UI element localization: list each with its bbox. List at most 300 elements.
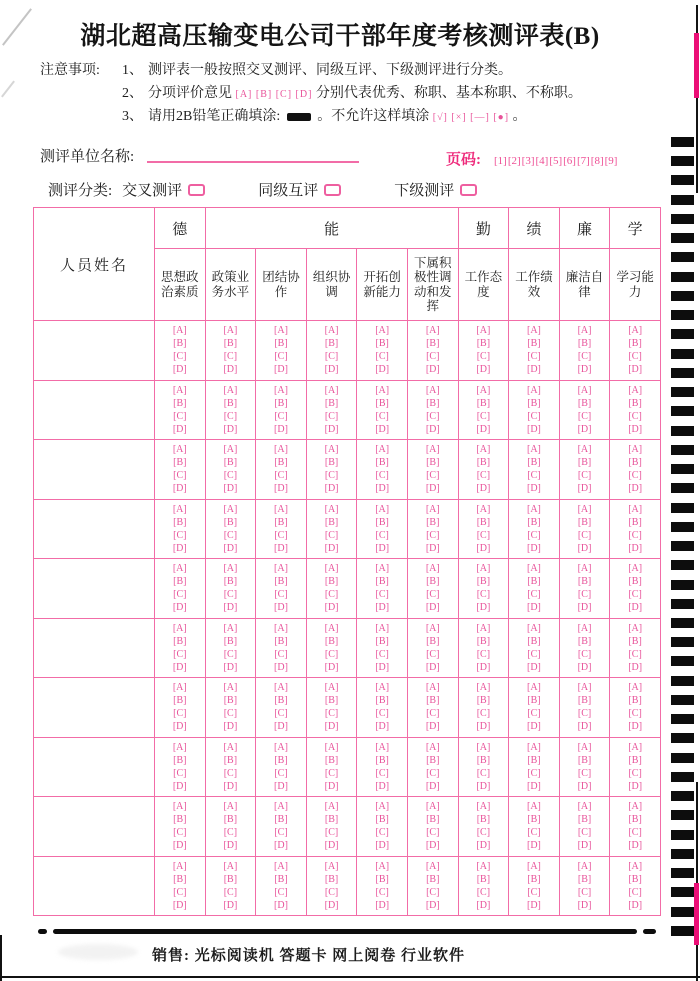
answer-bubble-A[interactable]: [A] [324, 860, 339, 872]
answer-bubble-A[interactable]: [A] [172, 563, 187, 575]
answer-bubble-D[interactable]: [D] [324, 840, 339, 852]
answer-bubble-D[interactable]: [D] [577, 661, 592, 673]
answer-bubble-B[interactable]: [B] [476, 814, 491, 826]
answer-bubble-C[interactable]: [C] [324, 470, 339, 482]
answer-bubble-B[interactable]: [B] [476, 695, 491, 707]
answer-bubble-C[interactable]: [C] [628, 827, 642, 839]
answer-bubble-D[interactable]: [D] [324, 364, 339, 376]
answer-bubble-D[interactable]: [D] [223, 602, 238, 614]
answer-bubble-A[interactable]: [A] [274, 444, 288, 456]
answer-bubble-C[interactable]: [C] [173, 529, 187, 541]
answer-bubble-B[interactable]: [B] [223, 873, 238, 885]
answer-bubble-D[interactable]: [D] [628, 780, 643, 792]
name-cell[interactable] [34, 737, 155, 797]
answer-bubble-C[interactable]: [C] [476, 827, 491, 839]
answer-bubble-A[interactable]: [A] [223, 860, 238, 872]
answer-bubble-D[interactable]: [D] [425, 423, 440, 435]
answer-bubble-A[interactable]: [A] [375, 325, 390, 337]
answer-bubble-B[interactable]: [B] [375, 457, 389, 469]
answer-bubble-B[interactable]: [B] [324, 754, 339, 766]
answer-bubble-D[interactable]: [D] [375, 542, 390, 554]
answer-bubble-D[interactable]: [D] [375, 483, 390, 495]
answer-bubble-B[interactable]: [B] [476, 516, 491, 528]
answer-bubble-C[interactable]: [C] [375, 648, 389, 660]
answer-bubble-A[interactable]: [A] [172, 503, 187, 515]
answer-bubble-A[interactable]: [A] [577, 444, 592, 456]
answer-bubble-A[interactable]: [A] [476, 741, 491, 753]
answer-bubble-C[interactable]: [C] [375, 410, 389, 422]
answer-bubble-B[interactable]: [B] [426, 754, 440, 766]
answer-bubble-D[interactable]: [D] [628, 840, 643, 852]
answer-bubble-A[interactable]: [A] [476, 622, 491, 634]
page-digit-bubble[interactable]: [9] [604, 155, 618, 167]
answer-bubble-A[interactable]: [A] [223, 741, 238, 753]
answer-bubble-C[interactable]: [C] [628, 529, 642, 541]
answer-bubble-C[interactable]: [C] [426, 470, 440, 482]
answer-bubble-C[interactable]: [C] [527, 886, 541, 898]
answer-bubble-A[interactable]: [A] [375, 444, 390, 456]
answer-bubble-B[interactable]: [B] [476, 873, 491, 885]
answer-bubble-A[interactable]: [A] [274, 503, 288, 515]
answer-bubble-C[interactable]: [C] [577, 708, 592, 720]
answer-bubble-B[interactable]: [B] [577, 457, 592, 469]
answer-bubble-B[interactable]: [B] [274, 397, 288, 409]
answer-bubble-D[interactable]: [D] [324, 899, 339, 911]
answer-bubble-B[interactable]: [B] [426, 516, 440, 528]
answer-bubble-C[interactable]: [C] [577, 529, 592, 541]
answer-bubble-A[interactable]: [A] [223, 682, 238, 694]
answer-bubble-D[interactable]: [D] [577, 602, 592, 614]
answer-bubble-B[interactable]: [B] [223, 635, 238, 647]
answer-bubble-C[interactable]: [C] [173, 708, 187, 720]
answer-bubble-B[interactable]: [B] [628, 338, 642, 350]
answer-bubble-D[interactable]: [D] [628, 364, 643, 376]
answer-bubble-C[interactable]: [C] [274, 648, 288, 660]
answer-bubble-A[interactable]: [A] [628, 682, 643, 694]
answer-bubble-B[interactable]: [B] [324, 635, 339, 647]
answer-bubble-A[interactable]: [A] [425, 801, 440, 813]
answer-bubble-D[interactable]: [D] [274, 483, 288, 495]
answer-bubble-C[interactable]: [C] [223, 470, 238, 482]
answer-bubble-B[interactable]: [B] [527, 635, 541, 647]
answer-bubble-D[interactable]: [D] [476, 364, 491, 376]
answer-bubble-D[interactable]: [D] [324, 721, 339, 733]
answer-bubble-C[interactable]: [C] [223, 351, 238, 363]
answer-bubble-B[interactable]: [B] [223, 814, 238, 826]
answer-bubble-A[interactable]: [A] [476, 503, 491, 515]
answer-bubble-B[interactable]: [B] [274, 695, 288, 707]
answer-bubble-D[interactable]: [D] [577, 840, 592, 852]
answer-bubble-D[interactable]: [D] [172, 542, 187, 554]
answer-bubble-C[interactable]: [C] [527, 767, 541, 779]
answer-bubble-D[interactable]: [D] [577, 423, 592, 435]
answer-bubble-A[interactable]: [A] [425, 444, 440, 456]
answer-bubble-A[interactable]: [A] [172, 325, 187, 337]
name-cell[interactable] [34, 321, 155, 381]
answer-bubble-A[interactable]: [A] [628, 741, 643, 753]
answer-bubble-D[interactable]: [D] [527, 364, 541, 376]
answer-bubble-D[interactable]: [D] [628, 542, 643, 554]
answer-bubble-D[interactable]: [D] [425, 721, 440, 733]
answer-bubble-B[interactable]: [B] [476, 754, 491, 766]
answer-bubble-B[interactable]: [B] [173, 338, 187, 350]
answer-bubble-B[interactable]: [B] [324, 457, 339, 469]
answer-bubble-B[interactable]: [B] [274, 814, 288, 826]
answer-bubble-B[interactable]: [B] [628, 397, 642, 409]
answer-bubble-D[interactable]: [D] [527, 899, 541, 911]
answer-bubble-C[interactable]: [C] [274, 827, 288, 839]
answer-bubble-A[interactable]: [A] [223, 563, 238, 575]
answer-bubble-C[interactable]: [C] [324, 589, 339, 601]
answer-bubble-B[interactable]: [B] [527, 338, 541, 350]
answer-bubble-A[interactable]: [A] [577, 503, 592, 515]
answer-bubble-D[interactable]: [D] [172, 483, 187, 495]
answer-bubble-D[interactable]: [D] [476, 661, 491, 673]
answer-bubble-D[interactable]: [D] [577, 899, 592, 911]
answer-bubble-B[interactable]: [B] [173, 695, 187, 707]
answer-bubble-B[interactable]: [B] [173, 576, 187, 588]
answer-bubble-A[interactable]: [A] [628, 622, 643, 634]
page-digit-bubble[interactable]: [6] [563, 155, 576, 167]
answer-bubble-C[interactable]: [C] [476, 589, 491, 601]
answer-bubble-D[interactable]: [D] [476, 840, 491, 852]
answer-bubble-A[interactable]: [A] [527, 384, 541, 396]
answer-bubble-B[interactable]: [B] [173, 457, 187, 469]
answer-bubble-D[interactable]: [D] [476, 542, 491, 554]
answer-bubble-D[interactable]: [D] [375, 661, 390, 673]
answer-bubble-A[interactable]: [A] [324, 384, 339, 396]
answer-bubble-B[interactable]: [B] [628, 635, 642, 647]
answer-bubble-C[interactable]: [C] [223, 827, 238, 839]
answer-bubble-C[interactable]: [C] [476, 470, 491, 482]
answer-bubble-D[interactable]: [D] [274, 364, 288, 376]
answer-bubble-C[interactable]: [C] [527, 351, 541, 363]
answer-bubble-A[interactable]: [A] [425, 384, 440, 396]
answer-bubble-D[interactable]: [D] [476, 899, 491, 911]
answer-bubble-C[interactable]: [C] [628, 410, 642, 422]
name-cell[interactable] [34, 380, 155, 440]
answer-bubble-B[interactable]: [B] [223, 576, 238, 588]
answer-bubble-C[interactable]: [C] [476, 351, 491, 363]
answer-bubble-D[interactable]: [D] [628, 661, 643, 673]
answer-bubble-A[interactable]: [A] [375, 563, 390, 575]
answer-bubble-D[interactable]: [D] [527, 483, 541, 495]
answer-bubble-B[interactable]: [B] [173, 814, 187, 826]
answer-bubble-A[interactable]: [A] [577, 741, 592, 753]
answer-bubble-C[interactable]: [C] [223, 886, 238, 898]
answer-bubble-B[interactable]: [B] [375, 516, 389, 528]
answer-bubble-C[interactable]: [C] [577, 648, 592, 660]
answer-bubble-A[interactable]: [A] [527, 682, 541, 694]
answer-bubble-C[interactable]: [C] [577, 827, 592, 839]
answer-bubble-A[interactable]: [A] [577, 325, 592, 337]
answer-bubble-C[interactable]: [C] [375, 589, 389, 601]
answer-bubble-B[interactable]: [B] [577, 635, 592, 647]
answer-bubble-D[interactable]: [D] [425, 542, 440, 554]
answer-bubble-A[interactable]: [A] [375, 622, 390, 634]
answer-bubble-C[interactable]: [C] [426, 886, 440, 898]
answer-bubble-C[interactable]: [C] [324, 410, 339, 422]
answer-bubble-D[interactable]: [D] [324, 423, 339, 435]
answer-bubble-C[interactable]: [C] [223, 410, 238, 422]
answer-bubble-C[interactable]: [C] [426, 410, 440, 422]
answer-bubble-D[interactable]: [D] [577, 721, 592, 733]
answer-bubble-B[interactable]: [B] [628, 695, 642, 707]
answer-bubble-B[interactable]: [B] [527, 754, 541, 766]
answer-bubble-B[interactable]: [B] [577, 695, 592, 707]
answer-bubble-B[interactable]: [B] [324, 576, 339, 588]
answer-bubble-A[interactable]: [A] [223, 444, 238, 456]
answer-bubble-C[interactable]: [C] [324, 648, 339, 660]
answer-bubble-A[interactable]: [A] [274, 860, 288, 872]
answer-bubble-D[interactable]: [D] [223, 721, 238, 733]
answer-bubble-B[interactable]: [B] [476, 457, 491, 469]
answer-bubble-C[interactable]: [C] [628, 351, 642, 363]
answer-bubble-A[interactable]: [A] [476, 444, 491, 456]
answer-bubble-A[interactable]: [A] [527, 503, 541, 515]
answer-bubble-B[interactable]: [B] [628, 873, 642, 885]
answer-bubble-A[interactable]: [A] [274, 741, 288, 753]
answer-bubble-C[interactable]: [C] [375, 351, 389, 363]
answer-bubble-D[interactable]: [D] [628, 899, 643, 911]
answer-bubble-C[interactable]: [C] [426, 351, 440, 363]
answer-bubble-B[interactable]: [B] [628, 516, 642, 528]
answer-bubble-B[interactable]: [B] [426, 635, 440, 647]
answer-bubble-D[interactable]: [D] [172, 602, 187, 614]
answer-bubble-A[interactable]: [A] [476, 801, 491, 813]
answer-bubble-C[interactable]: [C] [173, 470, 187, 482]
answer-bubble-A[interactable]: [A] [274, 622, 288, 634]
answer-bubble-D[interactable]: [D] [476, 423, 491, 435]
answer-bubble-A[interactable]: [A] [476, 384, 491, 396]
answer-bubble-C[interactable]: [C] [173, 886, 187, 898]
answer-bubble-C[interactable]: [C] [527, 589, 541, 601]
answer-bubble-A[interactable]: [A] [375, 384, 390, 396]
unit-name-input[interactable] [147, 161, 359, 163]
answer-bubble-B[interactable]: [B] [324, 397, 339, 409]
answer-bubble-C[interactable]: [C] [223, 589, 238, 601]
answer-bubble-D[interactable]: [D] [172, 840, 187, 852]
answer-bubble-A[interactable]: [A] [223, 384, 238, 396]
answer-bubble-D[interactable]: [D] [223, 423, 238, 435]
answer-bubble-A[interactable]: [A] [628, 860, 643, 872]
answer-bubble-C[interactable]: [C] [375, 708, 389, 720]
answer-bubble-B[interactable]: [B] [476, 635, 491, 647]
answer-bubble-D[interactable]: [D] [425, 364, 440, 376]
answer-bubble-D[interactable]: [D] [375, 364, 390, 376]
answer-bubble-A[interactable]: [A] [476, 563, 491, 575]
answer-bubble-D[interactable]: [D] [223, 780, 238, 792]
answer-bubble-A[interactable]: [A] [223, 503, 238, 515]
answer-bubble-C[interactable]: [C] [173, 648, 187, 660]
answer-bubble-A[interactable]: [A] [324, 622, 339, 634]
answer-bubble-D[interactable]: [D] [223, 899, 238, 911]
page-digit-bubble[interactable]: [3] [521, 155, 535, 167]
answer-bubble-C[interactable]: [C] [375, 529, 389, 541]
answer-bubble-B[interactable]: [B] [173, 754, 187, 766]
answer-bubble-B[interactable]: [B] [375, 754, 389, 766]
answer-bubble-D[interactable]: [D] [223, 661, 238, 673]
page-digit-bubble[interactable]: [2] [507, 155, 521, 167]
answer-bubble-C[interactable]: [C] [527, 648, 541, 660]
answer-bubble-C[interactable]: [C] [527, 410, 541, 422]
answer-bubble-B[interactable]: [B] [274, 635, 288, 647]
answer-bubble-D[interactable]: [D] [476, 483, 491, 495]
answer-bubble-C[interactable]: [C] [577, 351, 592, 363]
answer-bubble-B[interactable]: [B] [577, 754, 592, 766]
answer-bubble-B[interactable]: [B] [426, 397, 440, 409]
answer-bubble-B[interactable]: [B] [223, 397, 238, 409]
answer-bubble-B[interactable]: [B] [223, 754, 238, 766]
answer-bubble-B[interactable]: [B] [577, 397, 592, 409]
answer-bubble-A[interactable]: [A] [577, 384, 592, 396]
answer-bubble-C[interactable]: [C] [476, 767, 491, 779]
answer-bubble-C[interactable]: [C] [223, 708, 238, 720]
answer-bubble-B[interactable]: [B] [173, 635, 187, 647]
answer-bubble-B[interactable]: [B] [527, 814, 541, 826]
answer-bubble-B[interactable]: [B] [375, 338, 389, 350]
answer-bubble-B[interactable]: [B] [223, 338, 238, 350]
page-digit-bubble[interactable]: [4] [535, 155, 549, 167]
answer-bubble-A[interactable]: [A] [375, 860, 390, 872]
category-checkbox[interactable] [188, 184, 205, 196]
answer-bubble-B[interactable]: [B] [324, 873, 339, 885]
answer-bubble-A[interactable]: [A] [577, 860, 592, 872]
answer-bubble-D[interactable]: [D] [628, 721, 643, 733]
name-cell[interactable] [34, 856, 155, 916]
answer-bubble-C[interactable]: [C] [274, 529, 288, 541]
answer-bubble-D[interactable]: [D] [172, 661, 187, 673]
answer-bubble-B[interactable]: [B] [274, 873, 288, 885]
answer-bubble-A[interactable]: [A] [425, 741, 440, 753]
answer-bubble-A[interactable]: [A] [425, 622, 440, 634]
answer-bubble-D[interactable]: [D] [527, 423, 541, 435]
answer-bubble-B[interactable]: [B] [577, 338, 592, 350]
answer-bubble-A[interactable]: [A] [274, 384, 288, 396]
category-checkbox[interactable] [460, 184, 477, 196]
answer-bubble-D[interactable]: [D] [274, 899, 288, 911]
answer-bubble-A[interactable]: [A] [527, 860, 541, 872]
answer-bubble-D[interactable]: [D] [274, 661, 288, 673]
answer-bubble-A[interactable]: [A] [527, 325, 541, 337]
answer-bubble-A[interactable]: [A] [628, 503, 643, 515]
answer-bubble-A[interactable]: [A] [628, 325, 643, 337]
answer-bubble-A[interactable]: [A] [628, 563, 643, 575]
answer-bubble-D[interactable]: [D] [274, 721, 288, 733]
answer-bubble-C[interactable]: [C] [324, 351, 339, 363]
answer-bubble-D[interactable]: [D] [172, 364, 187, 376]
answer-bubble-A[interactable]: [A] [476, 325, 491, 337]
answer-bubble-A[interactable]: [A] [527, 741, 541, 753]
answer-bubble-C[interactable]: [C] [628, 886, 642, 898]
answer-bubble-D[interactable]: [D] [476, 780, 491, 792]
answer-bubble-A[interactable]: [A] [527, 622, 541, 634]
answer-bubble-B[interactable]: [B] [476, 397, 491, 409]
answer-bubble-D[interactable]: [D] [577, 364, 592, 376]
answer-bubble-C[interactable]: [C] [324, 708, 339, 720]
answer-bubble-C[interactable]: [C] [476, 529, 491, 541]
answer-bubble-D[interactable]: [D] [223, 542, 238, 554]
answer-bubble-A[interactable]: [A] [223, 801, 238, 813]
answer-bubble-B[interactable]: [B] [628, 814, 642, 826]
answer-bubble-C[interactable]: [C] [527, 470, 541, 482]
answer-bubble-D[interactable]: [D] [375, 780, 390, 792]
answer-bubble-D[interactable]: [D] [324, 661, 339, 673]
answer-bubble-B[interactable]: [B] [223, 695, 238, 707]
answer-bubble-B[interactable]: [B] [476, 576, 491, 588]
answer-bubble-D[interactable]: [D] [324, 780, 339, 792]
page-digit-bubble[interactable]: [7] [576, 155, 590, 167]
answer-bubble-D[interactable]: [D] [223, 483, 238, 495]
answer-bubble-D[interactable]: [D] [223, 364, 238, 376]
page-digit-bubble[interactable]: [1] [494, 155, 507, 167]
answer-bubble-D[interactable]: [D] [527, 721, 541, 733]
answer-bubble-C[interactable]: [C] [628, 708, 642, 720]
answer-bubble-A[interactable]: [A] [274, 801, 288, 813]
answer-bubble-D[interactable]: [D] [172, 780, 187, 792]
answer-bubble-C[interactable]: [C] [375, 886, 389, 898]
answer-bubble-C[interactable]: [C] [324, 767, 339, 779]
answer-bubble-B[interactable]: [B] [527, 457, 541, 469]
answer-bubble-A[interactable]: [A] [628, 384, 643, 396]
answer-bubble-B[interactable]: [B] [628, 576, 642, 588]
answer-bubble-A[interactable]: [A] [577, 801, 592, 813]
answer-bubble-A[interactable]: [A] [324, 444, 339, 456]
answer-bubble-D[interactable]: [D] [527, 542, 541, 554]
answer-bubble-C[interactable]: [C] [527, 827, 541, 839]
answer-bubble-B[interactable]: [B] [426, 814, 440, 826]
answer-bubble-C[interactable]: [C] [476, 708, 491, 720]
answer-bubble-B[interactable]: [B] [173, 397, 187, 409]
answer-bubble-A[interactable]: [A] [324, 325, 339, 337]
answer-bubble-C[interactable]: [C] [375, 470, 389, 482]
answer-bubble-B[interactable]: [B] [375, 635, 389, 647]
answer-bubble-C[interactable]: [C] [324, 529, 339, 541]
answer-bubble-A[interactable]: [A] [527, 563, 541, 575]
answer-bubble-B[interactable]: [B] [173, 516, 187, 528]
answer-bubble-B[interactable]: [B] [274, 516, 288, 528]
answer-bubble-C[interactable]: [C] [577, 589, 592, 601]
answer-bubble-B[interactable]: [B] [527, 516, 541, 528]
answer-bubble-A[interactable]: [A] [324, 801, 339, 813]
answer-bubble-C[interactable]: [C] [628, 470, 642, 482]
answer-bubble-A[interactable]: [A] [172, 622, 187, 634]
answer-bubble-C[interactable]: [C] [274, 708, 288, 720]
answer-bubble-B[interactable]: [B] [274, 338, 288, 350]
answer-bubble-B[interactable]: [B] [577, 873, 592, 885]
answer-bubble-A[interactable]: [A] [223, 622, 238, 634]
answer-bubble-B[interactable]: [B] [426, 457, 440, 469]
answer-bubble-C[interactable]: [C] [476, 410, 491, 422]
answer-bubble-B[interactable]: [B] [426, 873, 440, 885]
answer-bubble-C[interactable]: [C] [628, 589, 642, 601]
answer-bubble-D[interactable]: [D] [476, 721, 491, 733]
answer-bubble-C[interactable]: [C] [173, 589, 187, 601]
answer-bubble-D[interactable]: [D] [628, 483, 643, 495]
answer-bubble-D[interactable]: [D] [527, 661, 541, 673]
answer-bubble-D[interactable]: [D] [527, 780, 541, 792]
name-cell[interactable] [34, 440, 155, 500]
answer-bubble-B[interactable]: [B] [577, 576, 592, 588]
answer-bubble-C[interactable]: [C] [324, 827, 339, 839]
answer-bubble-C[interactable]: [C] [426, 708, 440, 720]
answer-bubble-A[interactable]: [A] [324, 682, 339, 694]
answer-bubble-C[interactable]: [C] [274, 410, 288, 422]
answer-bubble-A[interactable]: [A] [425, 563, 440, 575]
answer-bubble-D[interactable]: [D] [628, 423, 643, 435]
name-cell[interactable] [34, 678, 155, 738]
answer-bubble-D[interactable]: [D] [425, 661, 440, 673]
